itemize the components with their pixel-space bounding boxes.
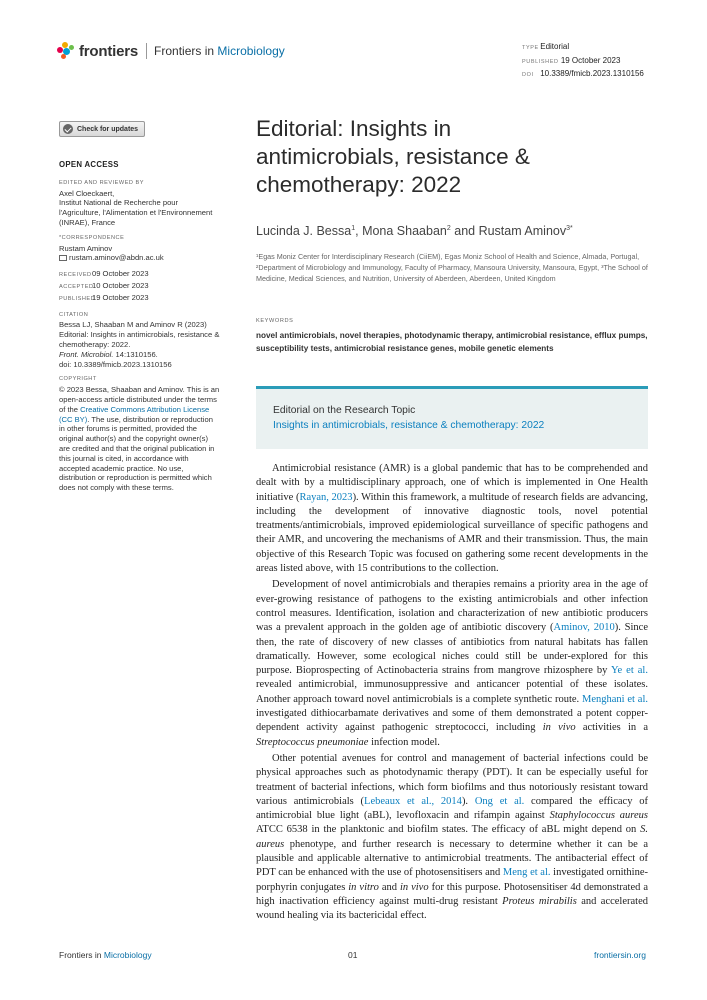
p2-text-f: infection model. xyxy=(368,736,440,748)
check-for-updates-button[interactable] xyxy=(59,121,145,137)
journal-prefix: Frontiers in xyxy=(154,44,215,58)
citation-doi[interactable]: doi: 10.3389/fmicb.2023.1310156 xyxy=(59,359,172,369)
paragraph-1 xyxy=(256,462,648,576)
author-3[interactable]: Rustam Aminov xyxy=(478,224,567,238)
p3-italic-3: in vitro xyxy=(348,881,379,893)
editor-name: Axel Cloeckaert, xyxy=(59,188,115,198)
footer-journal xyxy=(59,950,152,960)
open-access-label: OPEN ACCESS xyxy=(59,160,119,169)
header-logo[interactable] xyxy=(57,42,285,60)
affiliations: ¹Egas Moniz Center for Interdisciplinary Research (CiiEM), Egas Moniz School of Health and Science, Almada, Portugal, ²Department of Microbiology and Immunology, Faculty of Pharmacy, Mansoura University, Mansoura, Egypt, ³The School of Medicine, Medical Sciences, and Nutrition, University of Aberdeen, Aberdeen, United Kingdom xyxy=(256,252,648,283)
sidebar xyxy=(59,160,244,499)
footer-journal-prefix: Frontiers in xyxy=(59,950,104,960)
doi-value[interactable]: 10.3389/fmicb.2023.1310156 xyxy=(540,69,644,78)
received-value: 09 October 2023 xyxy=(92,269,149,279)
type-value: Editorial xyxy=(540,42,570,51)
journal-subject: Microbiology xyxy=(217,44,285,58)
edited-by-block xyxy=(59,179,244,228)
citation-volume: 14:1310156. xyxy=(113,349,158,359)
citation-journal: Front. Microbiol. xyxy=(59,349,114,359)
accepted-label: ACCEPTED xyxy=(59,283,94,290)
copyright-label: COPYRIGHT xyxy=(59,376,97,383)
p2-text-b: ). Since then, the rate of discovery of new classes of antibiotics from natural habitats has fallen dramatically. However, some ecological niches could still be under-explored for this purpose. Bioprospecting of Actinobacteria strains from mangrove rhizosphere by xyxy=(256,622,648,677)
topic-link[interactable]: Insights in antimicrobials, resistance & chemotherapy: 2022 xyxy=(273,420,545,431)
author-list xyxy=(256,224,573,238)
p3-text-d: ATCC 6538 in the planktonic and biofilm states. The efficacy of aBL might depend on xyxy=(256,824,641,836)
page-number: 01 xyxy=(348,950,358,960)
author-sep: , xyxy=(355,224,363,238)
accepted-value: 10 October 2023 xyxy=(92,280,149,290)
author-1-affil: 1 xyxy=(351,224,356,232)
p3-text-b: ). xyxy=(461,795,475,807)
type-label: TYPE xyxy=(522,45,539,51)
correspondence-name: Rustam Aminov xyxy=(59,243,113,253)
p3-text-c: compared the efficacy of antimicrobial blue light (aBL), levofloxacin and rifampin against xyxy=(256,795,648,822)
copyright-block xyxy=(59,375,244,493)
author-3-affil: 3* xyxy=(566,224,573,232)
p2-italic-2: Streptococcus pneumoniae xyxy=(256,736,369,748)
copyright-line-8: this journal is cited, in accordance with xyxy=(59,453,189,463)
ref-ong-et-al[interactable]: Ong et al. xyxy=(474,795,525,807)
editor-affil-2: l'Agriculture, l'Alimentation et l'Environnement xyxy=(59,208,213,218)
doi-label: DOI xyxy=(522,72,534,78)
research-topic-box xyxy=(256,386,648,449)
author-1[interactable]: Lucinda J. Bessa xyxy=(256,224,352,238)
article-body xyxy=(256,462,648,926)
p2-text-a: Development of novel antimicrobials and therapies remains a priority area in the age of ever-growing resistance of pathogens to the existing antimicrobials and other infection control measures. Identification, isolation and characterization of new antibiotic producers was a prevalent approach in the golden age of antibiotic discovery ( xyxy=(256,579,648,634)
citation-block xyxy=(59,311,244,370)
copyright-line-9: accepted academic practice. No use, xyxy=(59,463,184,473)
citation-line-2: Editorial: Insights in antimicrobials, resistance & xyxy=(59,330,220,340)
ref-menghani-et-al[interactable]: Menghani et al. xyxy=(581,693,648,705)
header-divider xyxy=(146,43,147,59)
p3-italic-2: S. aureus xyxy=(256,824,648,850)
ref-meng-et-al[interactable]: Meng et al. xyxy=(502,867,551,879)
ref-ye-et-al[interactable]: Ye et al. xyxy=(610,665,648,677)
check-for-updates-label: Check for updates xyxy=(77,125,139,133)
p3-text-h: for this purpose. Photosensitiser 4d demonstrated a high inactivation efficiency against multi-drug resistant xyxy=(256,881,649,907)
ref-lebeaux-2014[interactable]: Lebeaux et al., 2014 xyxy=(364,795,462,807)
correspondence-label: *CORRESPONDENCE xyxy=(59,234,125,241)
envelope-icon xyxy=(59,255,67,261)
check-icon xyxy=(63,124,73,134)
editor-affil-1: Institut National de Recherche pour xyxy=(59,198,179,208)
copyright-line-1: © 2023 Bessa, Shaaban and Aminov. This is an xyxy=(59,385,220,395)
correspondence-block xyxy=(59,234,244,263)
p2-text-d: investigated dithiocarbamate derivatives and some of them demonstrated a potent copper-dependent activity against pathogenic streptococci, including xyxy=(256,708,648,734)
copyright-line-3a: of the xyxy=(59,404,81,414)
paragraph-3 xyxy=(256,752,648,924)
keywords: novel antimicrobials, novel therapies, photodynamic therapy, antimicrobial resistance, efflux pumps, susceptibility tests, antimicrobial resistance genes, mobile genetic elements xyxy=(256,331,648,353)
citation-line-3: chemotherapy: 2022. xyxy=(59,339,131,349)
p3-italic-5: Proteus mirabilis xyxy=(502,895,577,907)
copyright-line-11: does not comply with these terms. xyxy=(59,483,174,493)
edited-label: EDITED AND REVIEWED BY xyxy=(59,179,144,186)
p2-text-c: revealed antimicrobial, immunosuppressive and anticancer potential of these isolates. Another approach toward novel antimicrobials is a complete synthetic route. xyxy=(256,679,648,705)
published-label-sidebar: PUBLISHED xyxy=(59,295,96,302)
copyright-line-6: original author(s) and the copyright owner(s) xyxy=(59,434,208,444)
p3-text-g: and xyxy=(378,881,400,893)
received-label: RECEIVED xyxy=(59,272,92,279)
footer-site-link[interactable]: frontiersin.org xyxy=(594,950,646,960)
published-label: PUBLISHED xyxy=(522,58,559,65)
citation-line-1: Bessa LJ, Shaaban M and Aminov R (2023) xyxy=(59,320,207,330)
journal-name xyxy=(154,44,285,58)
author-2-affil: 2 xyxy=(446,224,451,232)
p3-text-a: Other potential avenues for control and management of bacterial infections could be physical approaches such as photodynamic therapy (PDT). It can be especially useful for treatment of bacterial infections, which form biofilms and thus notoriously resistant toward various antimicrobials ( xyxy=(256,752,648,807)
p1-text-b: ). Within this framework, a multitude of research fields are advancing, including the development of innovative diagnostic tools, novel potential treatments/antimicrobials, improved epidemiological surveillance of specific pathogens and their AMR, and uncovering the mechanisms of AMR and their transmission. Thus, the main objective of this Research Topic was focused on gathering some recent developments in the areas listed above, with 15 contributions to the collection. xyxy=(256,491,649,575)
cc-license-link[interactable]: Creative Commons Attribution License xyxy=(80,404,210,414)
copyright-line-5: in other forums is permitted, provided the xyxy=(59,424,198,434)
copyright-line-4b: . The use, distribution or reproduction xyxy=(87,414,213,424)
copyright-line-7: are credited and that the original publication in xyxy=(59,443,215,453)
published-value-sidebar: 19 October 2023 xyxy=(92,292,149,302)
author-2[interactable]: Mona Shaaban xyxy=(362,224,447,238)
copyright-line-10: distribution or reproduction is permitted which xyxy=(59,473,212,483)
p3-text-f: investigated ornithine-porphyrin conjugates xyxy=(256,867,648,893)
frontiers-logo-icon xyxy=(57,42,75,60)
topic-heading: Editorial on the Research Topic xyxy=(273,405,416,416)
p1-text-a: Antimicrobial resistance (AMR) is a global pandemic that has to be comprehended and dealt with by a multidisciplinary approach, one of which is implemented in One Health initiative ( xyxy=(256,463,648,503)
p3-italic-4: in vivo xyxy=(399,881,429,893)
p2-text-e: activities in a xyxy=(575,722,648,734)
ref-aminov-2010[interactable]: Aminov, 2010 xyxy=(553,622,615,634)
cc-by-link[interactable]: (CC BY) xyxy=(59,414,88,424)
dates-block xyxy=(59,269,244,304)
p2-italic-1: in vivo xyxy=(542,722,576,734)
footer-journal-subject: Microbiology xyxy=(103,950,152,960)
paragraph-2 xyxy=(256,578,648,750)
article-title: Editorial: Insights in antimicrobials, resistance & chemotherapy: 2022 xyxy=(256,116,530,197)
p3-text-j: and accelerated wound healing via its bactericidal effect. xyxy=(256,895,648,922)
p3-italic-1: Staphylococcus aureus xyxy=(549,810,648,822)
editor-affil-3: (INRAE), France xyxy=(59,217,116,227)
article-meta xyxy=(522,41,644,82)
correspondence-email[interactable]: rustam.aminov@abdn.ac.uk xyxy=(69,253,164,263)
published-value: 19 October 2023 xyxy=(560,55,621,65)
ref-rayan-2023[interactable]: Rayan, 2023 xyxy=(299,491,353,503)
copyright-line-2: open-access article distributed under the terms xyxy=(59,394,217,404)
p3-text-e: phenotype, and further research is necessary to determine whether it can be a plausible and applicable alternative to antimicrobial treatments. The antibacterial effect of PDT can be enhanced with the use of photosensitisers and xyxy=(256,838,648,879)
citation-label: CITATION xyxy=(59,311,89,318)
keywords-label: KEYWORDS xyxy=(256,318,294,324)
brand-name: frontiers xyxy=(79,42,139,60)
author-and: and xyxy=(450,224,479,238)
